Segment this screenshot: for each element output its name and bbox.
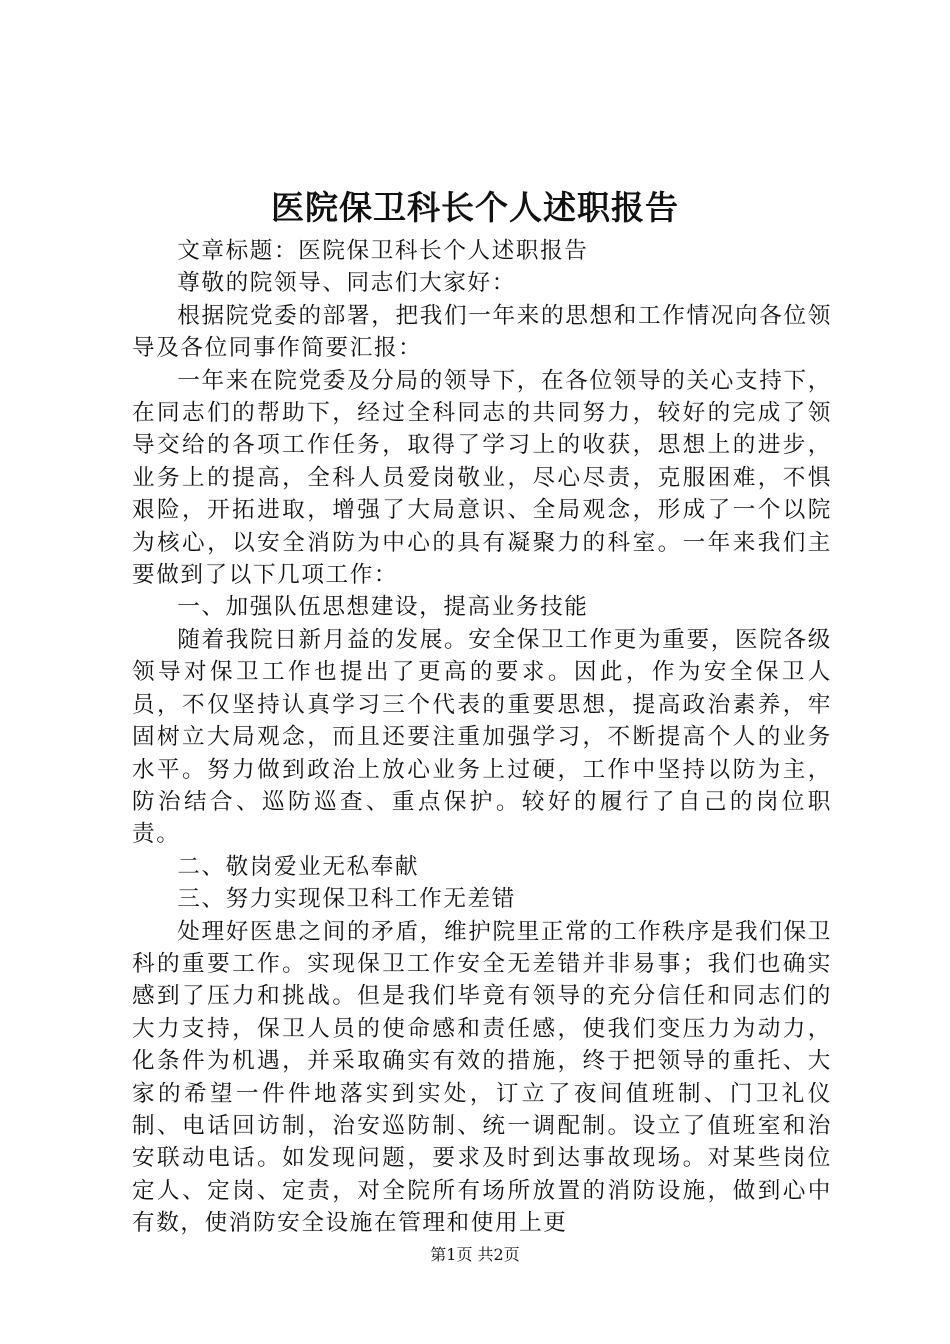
page-number-footer: 第1页 共2页	[430, 1245, 520, 1264]
paragraph-overview: 一年来在院党委及分局的领导下，在各位领导的关心支持下，在同志们的帮助下，经过全科同志的共同努力，较好的完成了领导交给的各项工作任务，取得了学习上的收获，思想上的进步，业务上的提高，全科人员爱岗敬业，尽心尽责，克服困难，不惧艰险，开拓进取，增强了大局意识、全局观念，形成了一个以院为核心，以安全消防为中心的具有凝聚力的科室。一年来我们主要做到了以下几项工作：	[132, 367, 832, 589]
paragraph-article-heading: 文章标题：医院保卫科长个人述职报告	[177, 238, 589, 264]
section-heading-1: 一、加强队伍思想建设，提高业务技能	[177, 594, 589, 621]
section-heading-3: 三、努力实现保卫科工作无差错	[177, 886, 516, 913]
paragraph-intro: 根据院党委的部署，把我们一年来的思想和工作情况向各位领导及各位同事作简要汇报：	[132, 302, 832, 362]
paragraph-section-1: 随着我院日新月益的发展。安全保卫工作更为重要，医院各级领导对保卫工作也提出了更高的要求。因此，作为安全保卫人员，不仅坚持认真学习三个代表的重要思想，提高政治素养，牢固树立大局观念，而且还要注重加强学习，不断提高个人的业务水平。努力做到政治上放心业务上过硬，工作中坚持以防为主，防治结合、巡防巡查、重点保护。较好的履行了自己的岗位职责。	[132, 626, 832, 848]
section-heading-2: 二、敬岗爱业无私奉献	[177, 853, 420, 880]
document-title: 医院保卫科长个人述职报告	[271, 188, 679, 227]
paragraph-section-3: 处理好医患之间的矛盾，维护院里正常的工作秩序是我们保卫科的重要工作。实现保卫工作安全无差错并非易事；我们也确实感到了压力和挑战。但是我们毕竟有领导的充分信任和同志们的大力支持，保卫人员的使命感和责任感，使我们变压力为动力，化条件为机遇，并采取确实有效的措施，终于把领导的重托、大家的希望一件件地落实到实处，订立了夜间值班制、门卫礼仪制、电话回访制，治安巡防制、统一调配制。设立了值班室和治安联动电话。如发现问题，要求及时到达事故现场。对某些岗位定人、定岗、定责，对全院所有场所放置的消防设施，做到心中有数，使消防安全设施在管理和使用上更	[132, 918, 832, 1237]
document-body	[132, 235, 832, 1240]
paragraph-greeting: 尊敬的院领导、同志们大家好：	[177, 270, 516, 297]
